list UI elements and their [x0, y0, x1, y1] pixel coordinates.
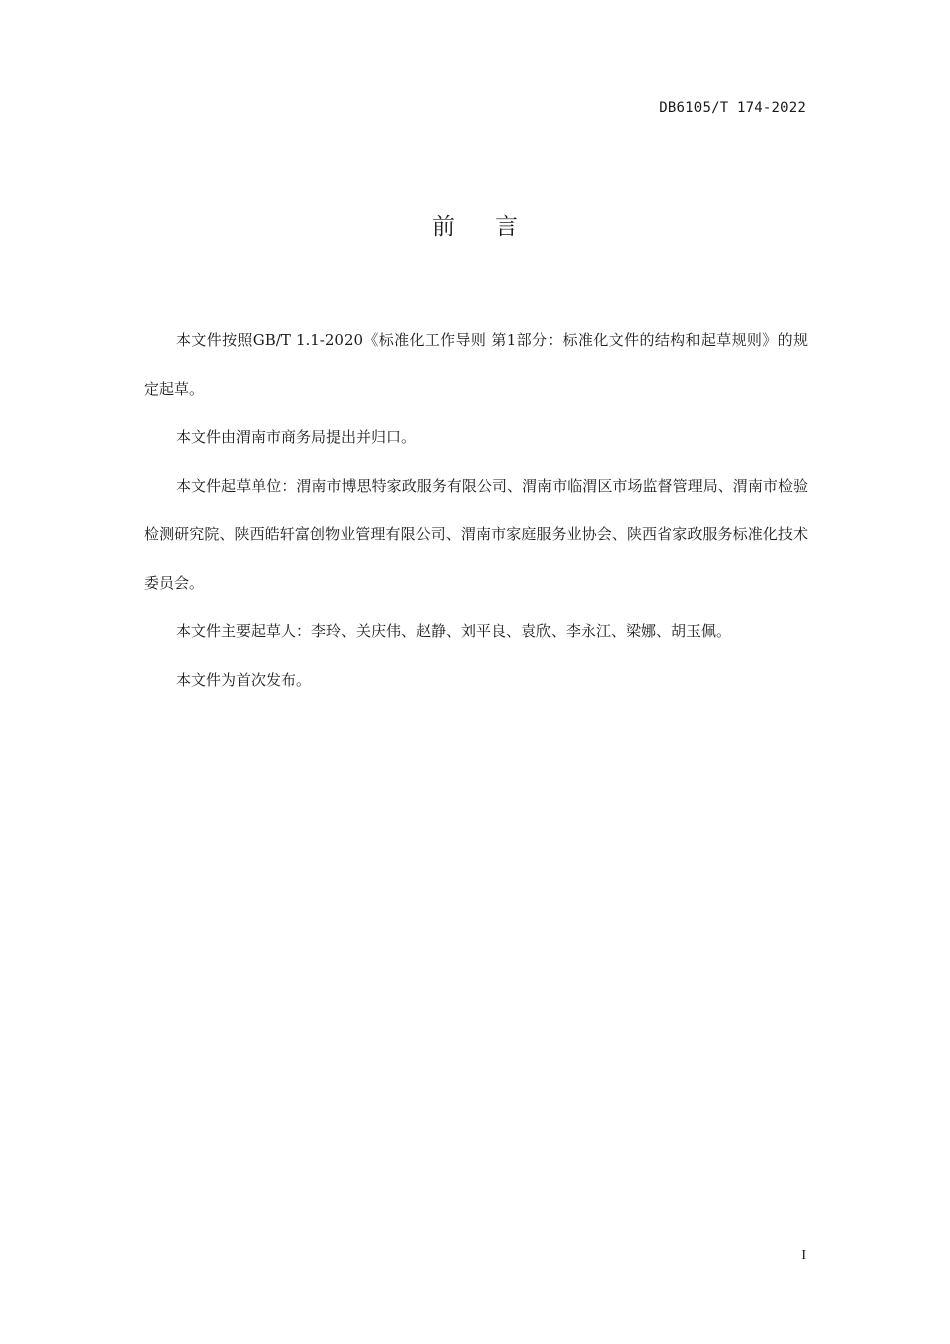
page-number: I: [801, 1248, 806, 1263]
document-code: DB6105/T 174-2022: [659, 100, 806, 116]
title-char-1: 前: [432, 214, 455, 240]
page-title: [0, 208, 950, 241]
paragraph-proposer: 本文件由渭南市商务局提出并归口。: [176, 428, 417, 446]
paragraph-drafting-rules: 本文件按照GB/T 1.1-2020《标准化工作导则 第1部分：标准化文件的结构和起草规则》的规定起草。: [144, 331, 808, 398]
foreword-body: [144, 316, 808, 704]
paragraph-drafting-units: 本文件起草单位：渭南市博思特家政服务有限公司、渭南市临渭区市场监督管理局、渭南市检验检测研究院、陕西皓轩富创物业管理有限公司、渭南市家庭服务业协会、陕西省家政服务标准化技术委员会。: [144, 476, 808, 592]
paragraph-first-release: 本文件为首次发布。: [176, 670, 312, 689]
paragraph-drafters: 本文件主要起草人：李玲、关庆伟、赵静、刘平良、袁欣、李永江、梁娜、胡玉佩。: [176, 622, 732, 640]
title-char-2: 言: [495, 214, 518, 240]
